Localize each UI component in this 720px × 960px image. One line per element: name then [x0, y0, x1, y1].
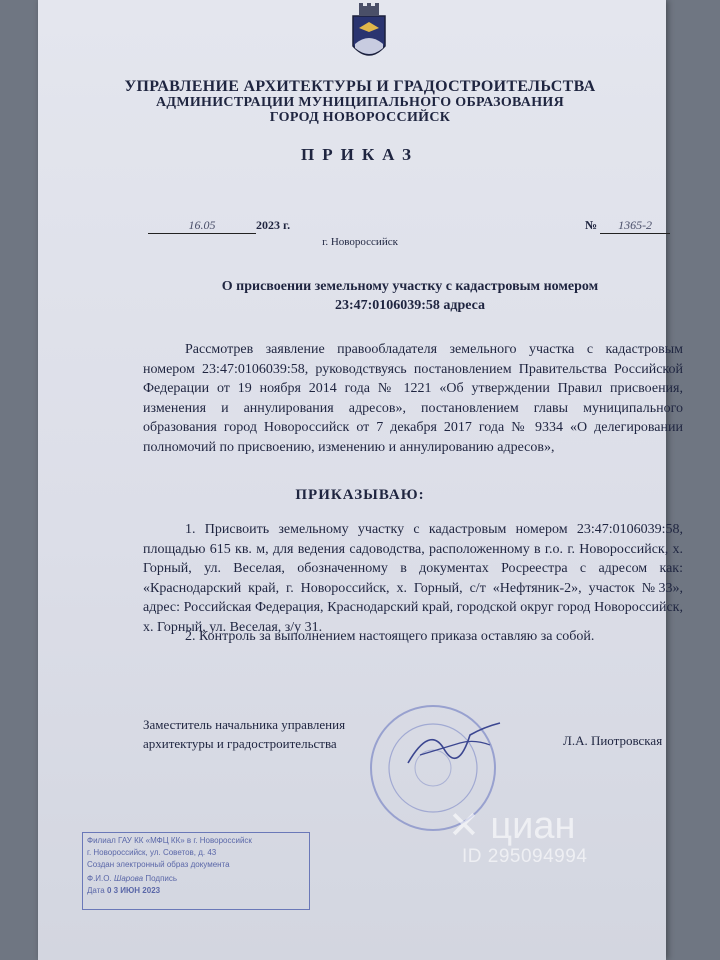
org-name-line3: ГОРОД НОВОРОССИЙСК [269, 110, 451, 125]
order-item-2: 2. Контроль за выполнением настоящего приказа оставляю за собой. [185, 629, 595, 644]
number-value: 1365-2 [600, 218, 670, 234]
date-value: 16.05 [148, 218, 256, 234]
copy-stamp-line1: Филиал ГАУ КК «МФЦ КК» в г. Новороссийск [87, 836, 252, 845]
copy-stamp-date-value: 0 3 ИЮН 2023 [106, 886, 161, 895]
copy-stamp-date-label: Дата [87, 886, 105, 895]
signer-position-line1: Заместитель начальника управления [143, 717, 346, 732]
coat-of-arms-icon [347, 2, 391, 66]
subject-line2: 23:47:0106039:58 адреса [334, 298, 486, 313]
watermark-logo-icon: ✕ [448, 805, 480, 847]
copy-stamp-sign-label: Ф.И.О. [87, 874, 112, 883]
watermark-brand-text: циан [490, 805, 576, 847]
order-word: ПРИКАЗЫВАЮ: [295, 487, 425, 503]
signer-position-line2: архитектуры и градостроительства [143, 736, 337, 751]
watermark-brand [448, 803, 576, 848]
handwritten-signature-icon [400, 715, 510, 775]
copy-stamp-signer: Шарова [113, 874, 144, 883]
number-prefix: № [585, 218, 598, 232]
year-suffix: 2023 г. [256, 218, 291, 232]
document-date [148, 218, 290, 234]
signer-name: Л.А. Пиотровская [563, 733, 663, 748]
copy-stamp-date-row [87, 885, 305, 897]
copy-stamp-line2: г. Новороссийск, ул. Советов, д. 43 [87, 848, 217, 857]
copy-stamp-line3: Создан электронный образ документа [87, 860, 230, 869]
copy-stamp-sign-row [87, 873, 305, 885]
copy-certification-stamp [82, 832, 310, 910]
watermark-id: ID 295094994 [462, 846, 588, 867]
org-name-line2: АДМИНИСТРАЦИИ МУНИЦИПАЛЬНОГО ОБРАЗОВАНИЯ [156, 95, 564, 110]
preamble-paragraph: Рассмотрев заявление правообладателя земельного участка с кадастровым номером 23:47:0106039:58, руководствуясь постановлением Правительства Российской Федерации от 19 ноября 2014 года № 1221 «Об утверждении Правил присвоения, изменения и аннулирования адресов», постановлением главы муниципального образования город Новороссийск от 7 декабря 2017 года № 9334 «О делегировании полномочий по присвоению, изменению и аннулированию адресов», [143, 342, 683, 455]
copy-stamp-sign-role: Подпись [145, 874, 178, 883]
order-item-1: 1. Присвоить земельному участку с кадастровым номером 23:47:0106039:58, площадью 615 кв. м, для ведения садоводства, расположенному в г.о. г. Новороссийск, х. Горный, ул. Веселая, обозначенному в документах Росреестра с адресом как: «Краснодарский край, г. Новороссийск, х. Горный, с/т «Нефтяник-2», участок №33», адрес: Российская Федерация, Краснодарский край, городской округ город Новороссийск, х. Горный, ул. Веселая, з/у 31. [143, 522, 683, 635]
document-type-title: ПРИКАЗ [301, 145, 419, 164]
document-number [585, 218, 670, 234]
order-subject [180, 277, 640, 315]
org-name-line1: УПРАВЛЕНИЕ АРХИТЕКТУРЫ И ГРАДОСТРОИТЕЛЬСТВА [124, 78, 596, 95]
signer-position [143, 715, 345, 753]
subject-line1: О присвоении земельному участку с кадастровым номером [221, 279, 599, 294]
city-label: г. Новороссийск [322, 236, 398, 248]
